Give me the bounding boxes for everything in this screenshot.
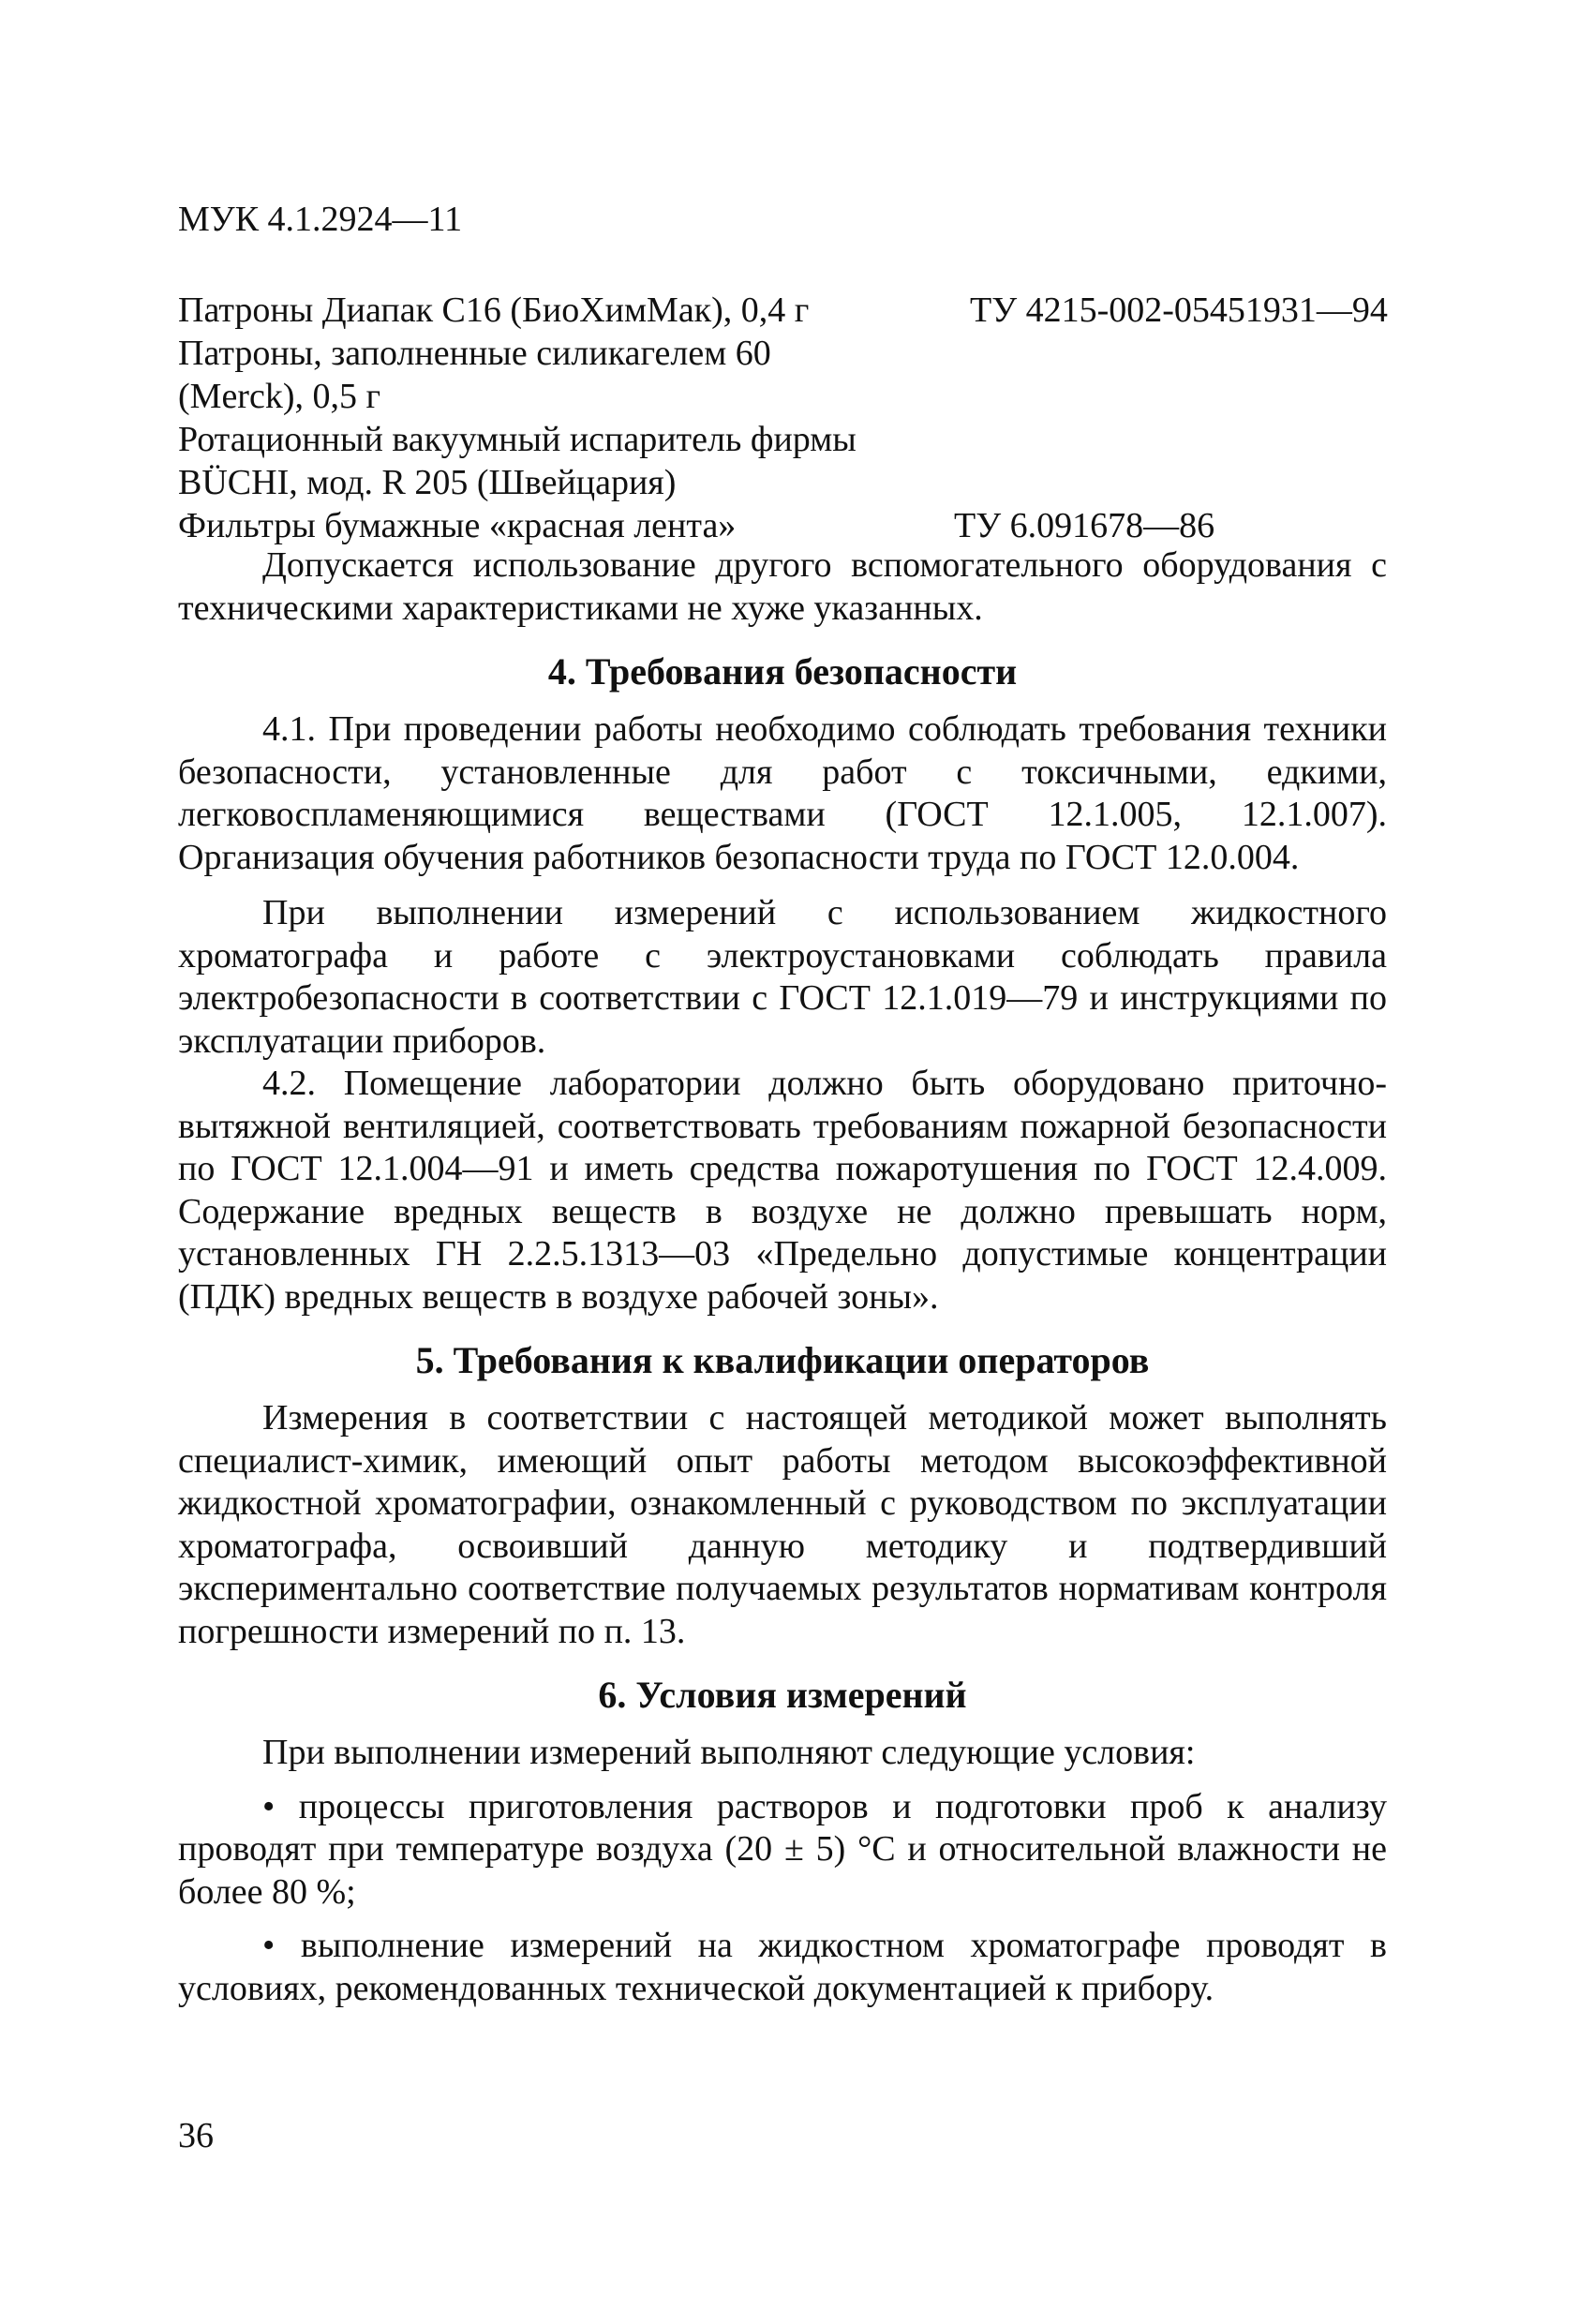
equipment-spec: ТУ 6.091678—86 <box>954 506 1215 545</box>
equipment-spec: ТУ 4215-002-05451931—94 <box>970 290 1388 330</box>
paragraph: При выполнении измерений выполняют следующие условия: <box>262 1733 1196 1772</box>
equipment-name: Патроны Диапак С16 (БиоХимМак), 0,4 г <box>178 290 810 330</box>
paragraph: 4.2. Помещение лаборатории должно быть оборудовано приточно-вытяжной вентиляцией, соответствовать требованиям пожарной безопасности по ГОСТ 12.1.004—91 и иметь средства пожаротушения по ГОСТ 12.4.009. Содержание вредных веществ в воздухе не должно превышать норм, установленных ГН 2.2.5.1313—03 «Предельно допустимые концентрации (ПДК) вредных веществ в воздухе рабочей зоны». <box>178 1064 1387 1317</box>
equipment-row <box>178 332 1387 375</box>
equipment-name: Ротационный вакуумный испаритель фирмы <box>178 420 857 459</box>
equipment-row <box>178 289 1387 332</box>
paragraph: При выполнении измерений с использованием жидкостного хроматографа и работе с электроустановками соблюдать правила электробезопасности в соответствии с ГОСТ 12.1.019—79 и инструкциями по эксплуатации приборов. <box>178 893 1387 1061</box>
equipment-row <box>178 418 1387 461</box>
equipment-name: (Merck), 0,5 г <box>178 377 381 416</box>
equipment-list <box>178 289 1387 547</box>
section-heading-conditions: 6. Условия измерений <box>598 1674 967 1716</box>
equipment-row <box>178 375 1387 418</box>
list-item: • выполнение измерений на жидкостном хроматографе проводят в условиях, рекомендованных технической документацией к прибору. <box>178 1926 1387 2008</box>
section-heading-qualification: 5. Требования к квалификации операторов <box>415 1339 1150 1381</box>
equipment-row <box>178 461 1387 504</box>
equipment-name: BÜCHI, мод. R 205 (Швейцария) <box>178 463 677 502</box>
page-number: 36 <box>178 2116 214 2155</box>
equipment-name: Патроны, заполненные силикагелем 60 <box>178 334 771 373</box>
section-heading-safety: 4. Требования безопасности <box>547 650 1018 693</box>
document-code: МУК 4.1.2924—11 <box>178 200 463 239</box>
paragraph: 4.1. При проведении работы необходимо соблюдать требования техники безопасности, установленные для работ с токсичными, едкими, легковоспламеняющимися веществами (ГОСТ 12.1.005, 12.1.007). Организация обучения работников безопасности труда по ГОСТ 12.0.004. <box>178 709 1387 877</box>
list-item: • процессы приготовления растворов и подготовки проб к анализу проводят при температуре воздуха (20 ± 5) °С и относительной влажности не более 80 %; <box>178 1786 1387 1912</box>
paragraph: Измерения в соответствии с настоящей методикой может выполнять специалист-химик, имеющий опыт работы методом высокоэффективной жидкостной хроматографии, ознакомленный с руководством по эксплуатации хроматографа, освоивший данную методику и подтвердивший экспериментально соответствие получаемых результатов нормативам контроля погрешности измерений по п. 13. <box>178 1398 1387 1651</box>
document-body <box>178 544 1387 2010</box>
equipment-row <box>178 504 1387 547</box>
equipment-note: Допускается использование другого вспомогательного оборудования с техническими характеристиками не хуже указанных. <box>178 545 1387 628</box>
equipment-name: Фильтры бумажные «красная лента» <box>178 506 737 545</box>
